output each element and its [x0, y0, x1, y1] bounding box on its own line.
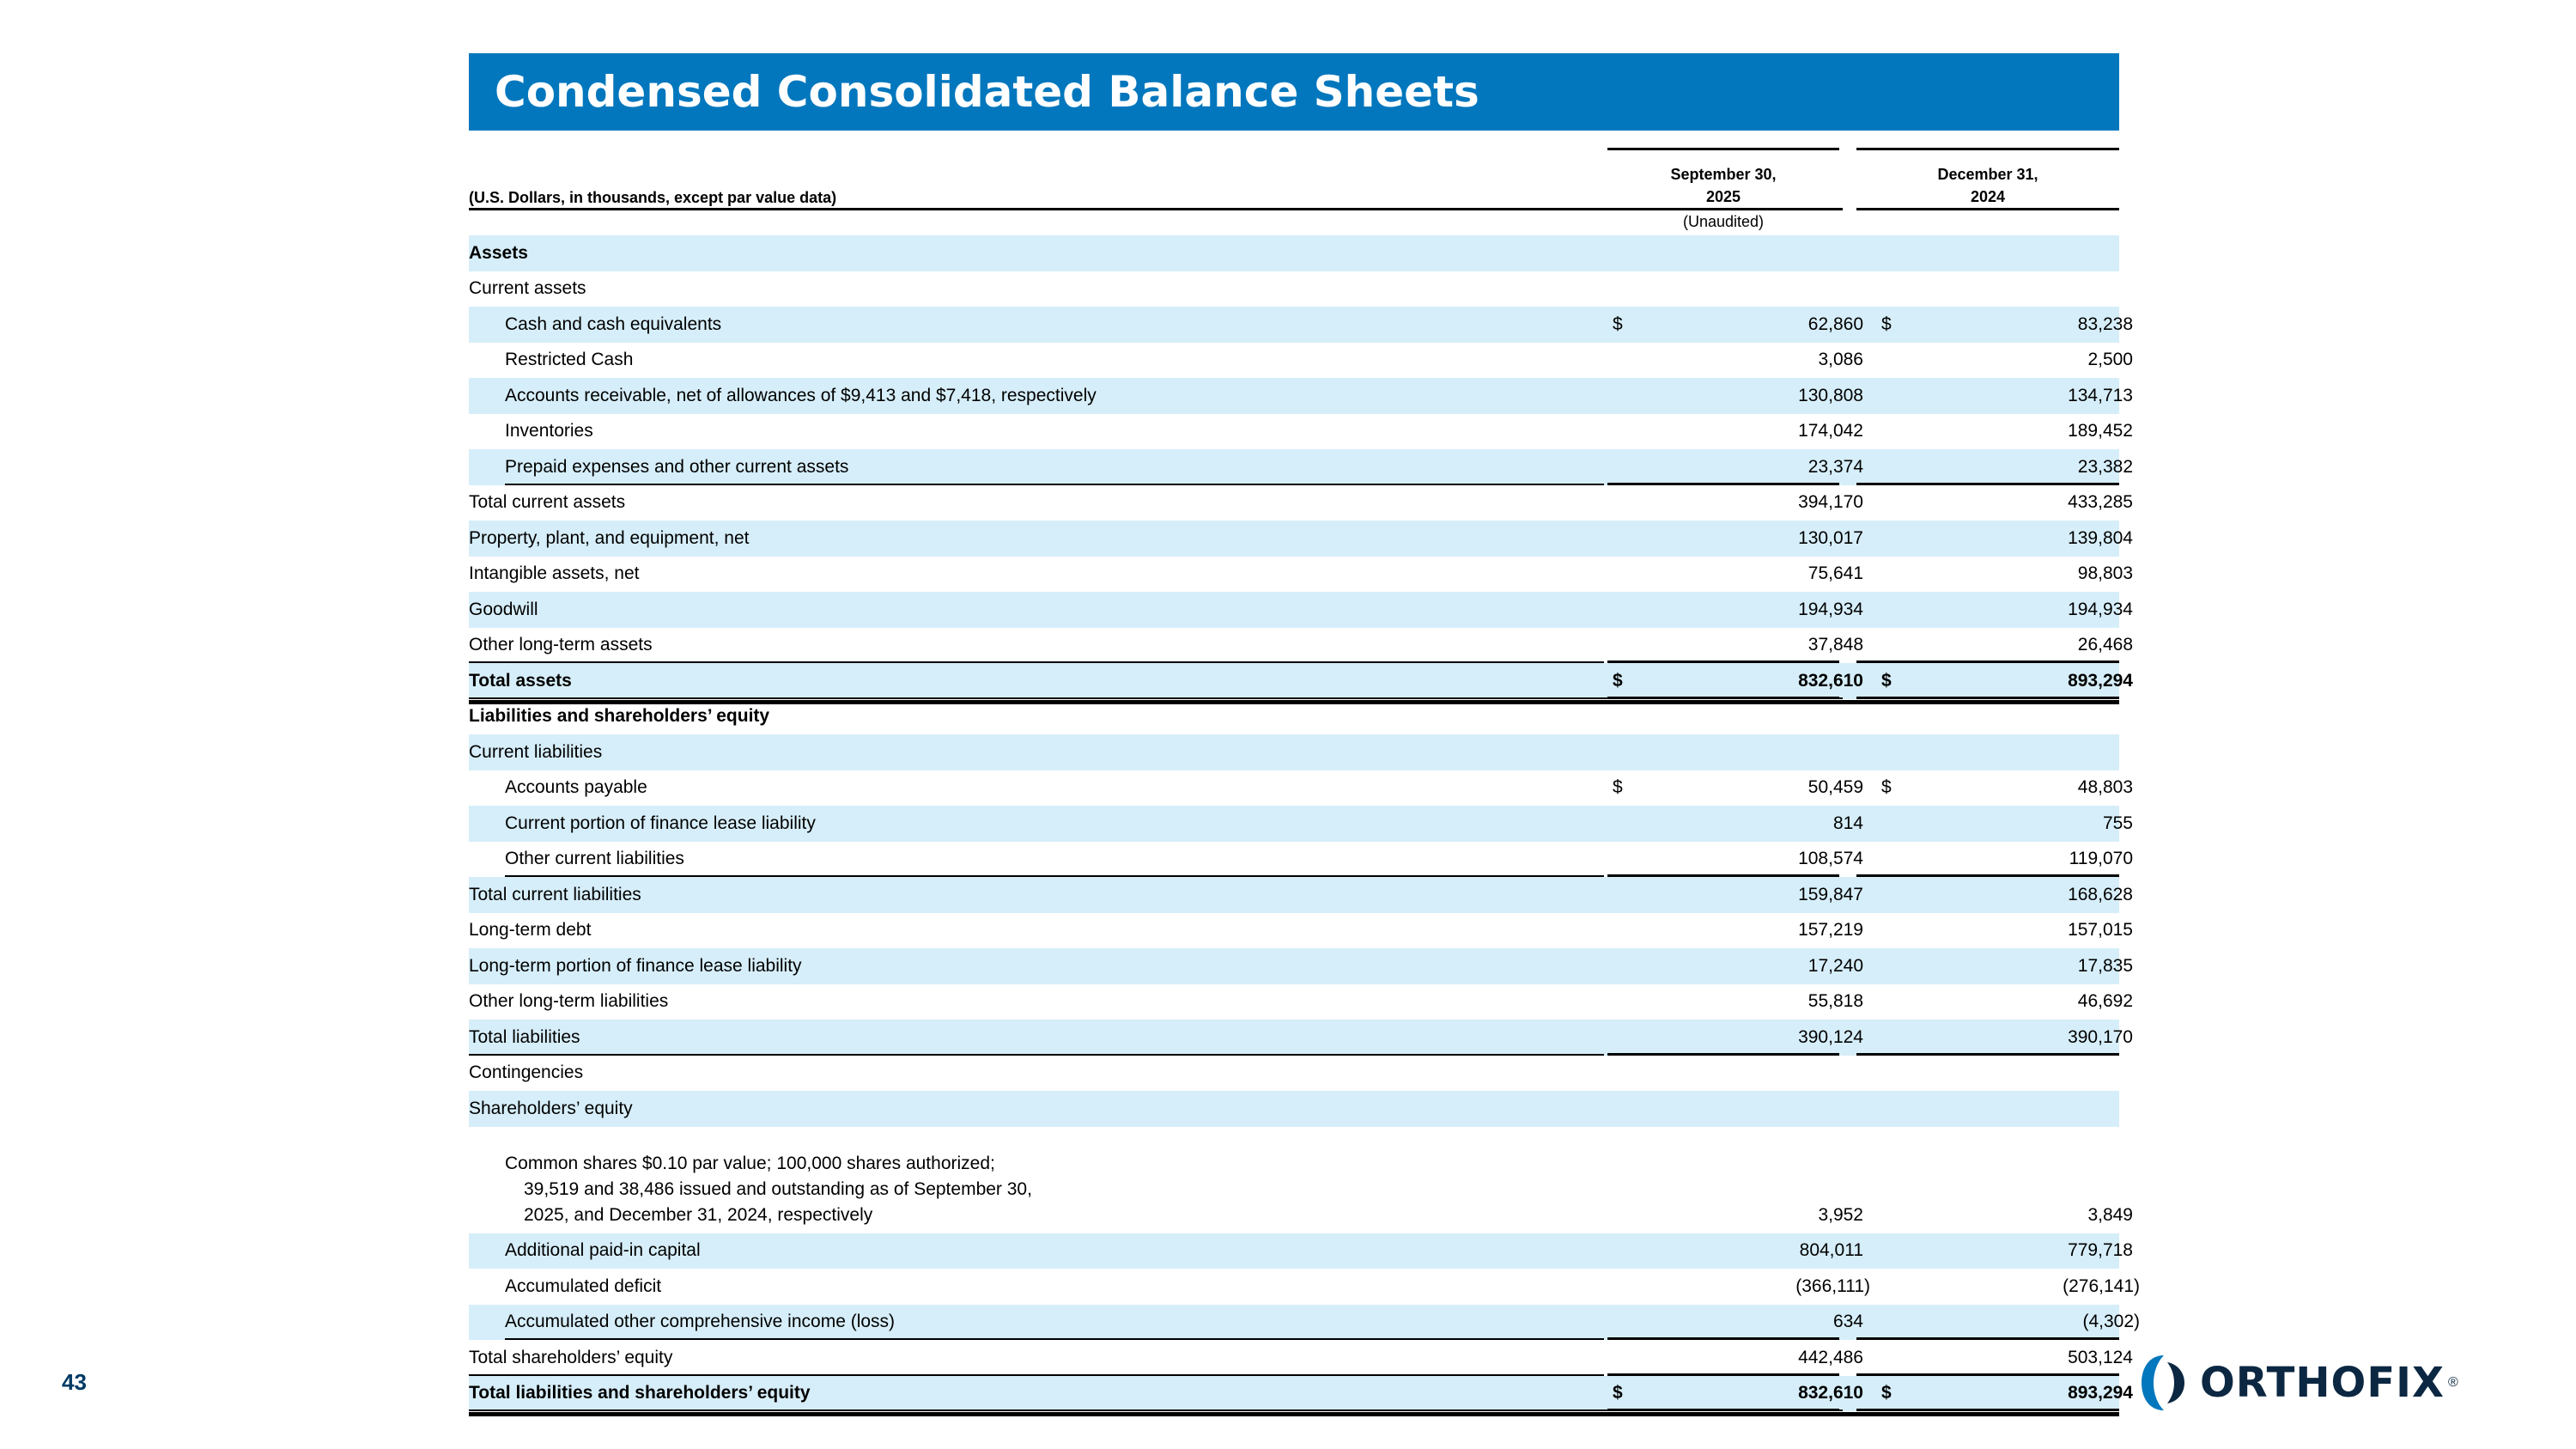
- table-row: [469, 1340, 2133, 1376]
- value-dec-2024: 755: [2102, 813, 2133, 833]
- table-row: [469, 378, 2133, 414]
- table-row: [469, 557, 2133, 593]
- value-sep-2025: 130,017: [1798, 527, 1863, 548]
- value-dec-2024: 134,713: [2068, 385, 2133, 405]
- table-row: [469, 1056, 2119, 1092]
- value-dec-2024: (4,302): [2082, 1312, 2140, 1331]
- row-label: Inventories: [505, 421, 593, 441]
- value-dec-2024: 48,803: [2077, 777, 2133, 797]
- value-sep-2025: 108,574: [1798, 849, 1863, 868]
- table-row: [469, 449, 2133, 485]
- table-row: [469, 1233, 2133, 1269]
- table-row: [469, 343, 2133, 379]
- row-label: Liabilities and shareholders’ equity: [469, 706, 770, 726]
- value-sep-2025: 62,860: [1807, 314, 1863, 334]
- row-label: Accounts receivable, net of allowances of $9,413 and $7,418, respectively: [505, 385, 1097, 405]
- row-label: Total assets: [469, 670, 572, 691]
- value-sep-2025: 634: [1832, 1312, 1863, 1331]
- value-dec-2024: 98,803: [2077, 563, 2133, 583]
- column-header-dec-line1: December 31,: [1937, 166, 2038, 183]
- table-row: [469, 307, 2133, 343]
- header-rule-col1-top: [1607, 148, 1839, 150]
- table-row: [469, 485, 2133, 521]
- row-label: Property, plant, and equipment, net: [469, 527, 750, 548]
- table-row: [469, 1376, 2133, 1412]
- value-dec-2024: 119,070: [2069, 849, 2133, 868]
- table-row: [469, 806, 2133, 842]
- double-rule: [469, 1412, 2119, 1416]
- row-label: Contingencies: [469, 1062, 584, 1082]
- table-row: [469, 414, 2133, 450]
- value-sep-2025: 804,011: [1799, 1240, 1863, 1260]
- table-row: [469, 913, 2133, 949]
- row-label: Cash and cash equivalents: [505, 314, 722, 334]
- table-row: [469, 877, 2133, 913]
- table-row: [469, 1091, 2119, 1127]
- row-label: Additional paid-in capital: [505, 1240, 701, 1260]
- table-row: [469, 770, 2133, 807]
- value-dec-2024: 779,718: [2068, 1240, 2133, 1260]
- dollar-sign: $: [1613, 670, 1623, 691]
- orthofix-logo: [2138, 1344, 2458, 1422]
- value-dec-2024: 893,294: [2068, 670, 2133, 691]
- value-sep-2025: 194,934: [1798, 599, 1863, 619]
- value-dec-2024: 83,238: [2077, 314, 2133, 334]
- table-row: [469, 948, 2133, 984]
- value-dec-2024: 2,500: [2087, 350, 2133, 369]
- row-label: Total liabilities and shareholders’ equity: [469, 1383, 811, 1403]
- table-row: [469, 1020, 2133, 1056]
- dollar-sign: $: [1613, 314, 1623, 334]
- value-sep-2025: 3,952: [1818, 1204, 1863, 1225]
- row-label: Total current assets: [469, 492, 626, 512]
- column-header-dec-line2: 2024: [1970, 188, 2006, 205]
- row-label: Accumulated other comprehensive income (loss): [505, 1312, 896, 1331]
- value-sep-2025: 23,374: [1807, 456, 1863, 477]
- units-label: (U.S. Dollars, in thousands, except par value data): [469, 189, 837, 206]
- table-row: [469, 1305, 2140, 1341]
- row-label-line: 2025, and December 31, 2024, respectively: [524, 1204, 873, 1225]
- value-sep-2025: 174,042: [1798, 421, 1863, 441]
- row-label: Long-term debt: [469, 920, 592, 940]
- row-label: Other long-term liabilities: [469, 991, 669, 1011]
- value-sep-2025: 50,459: [1807, 777, 1863, 797]
- row-label: Current liabilities: [469, 741, 603, 762]
- value-dec-2024: 390,170: [2068, 1026, 2133, 1047]
- value-sep-2025: 390,124: [1798, 1026, 1863, 1047]
- row-label: Long-term portion of finance lease liability: [469, 955, 802, 976]
- table-body: [469, 235, 2140, 1411]
- value-dec-2024: 194,934: [2068, 599, 2133, 619]
- row-label-line: 39,519 and 38,486 issued and outstanding as of September 30,: [524, 1178, 1032, 1199]
- row-label: Current assets: [469, 278, 586, 298]
- title-bar: [469, 53, 2119, 131]
- orthofix-logo-text: ORTHOFIX: [2200, 1359, 2445, 1407]
- value-dec-2024: 433,285: [2068, 492, 2133, 512]
- table-row: [469, 271, 2119, 307]
- value-dec-2024: 189,452: [2068, 421, 2133, 441]
- table-row: [469, 842, 2133, 878]
- table-row: [469, 1127, 2133, 1233]
- dollar-sign: $: [1881, 670, 1892, 691]
- column-header-sep-line1: September 30,: [1670, 166, 1777, 183]
- dollar-sign: $: [1881, 314, 1892, 334]
- table-row: [469, 235, 2119, 271]
- dollar-sign: $: [1881, 777, 1892, 797]
- unaudited-note: (Unaudited): [1682, 213, 1765, 230]
- column-header-sep-line2: 2025: [1705, 188, 1741, 205]
- value-sep-2025: 394,170: [1798, 492, 1863, 512]
- value-sep-2025: 814: [1832, 813, 1863, 833]
- table-row: [469, 663, 2133, 699]
- table-row: [469, 1269, 2140, 1305]
- value-dec-2024: 157,015: [2068, 920, 2133, 940]
- label-underline: [469, 1409, 1843, 1411]
- column-header-dec-2024: [1856, 163, 2119, 208]
- table-row: [469, 699, 2119, 735]
- row-label: Goodwill: [469, 599, 538, 619]
- orthofix-logo-mark-icon: [2138, 1352, 2188, 1414]
- value-sep-2025: 832,610: [1798, 670, 1863, 691]
- row-label: Shareholders’ equity: [469, 1098, 633, 1118]
- value-sep-2025: 37,848: [1807, 635, 1863, 654]
- row-label: Prepaid expenses and other current assets: [505, 456, 849, 477]
- table-row: [469, 592, 2133, 628]
- table-row: [469, 628, 2133, 664]
- orthofix-logo-registered: ®: [2447, 1375, 2458, 1390]
- value-sep-2025: 157,219: [1798, 920, 1863, 940]
- dollar-sign: $: [1613, 777, 1623, 797]
- value-dec-2024: 168,628: [2068, 884, 2133, 904]
- header-rule-col2-bottom: [1856, 208, 2119, 210]
- row-label: Assets: [469, 242, 528, 263]
- value-dec-2024: 26,468: [2077, 635, 2133, 654]
- row-label: Current portion of finance lease liability: [505, 813, 816, 833]
- value-dec-2024: 23,382: [2077, 456, 2133, 477]
- value-dec-2024: 893,294: [2068, 1383, 2133, 1403]
- value-sep-2025: (366,111): [1795, 1275, 1870, 1296]
- row-label: Accumulated deficit: [505, 1275, 662, 1296]
- table-row: [469, 521, 2133, 557]
- row-label: Other long-term assets: [469, 635, 653, 654]
- value-dec-2024: 503,124: [2068, 1347, 2133, 1367]
- dollar-sign: $: [1613, 1383, 1623, 1403]
- row-label: Total current liabilities: [469, 884, 641, 904]
- value-sep-2025: 832,610: [1798, 1383, 1863, 1403]
- header-rule-col2-top: [1856, 148, 2119, 150]
- row-label: [505, 1151, 1032, 1228]
- row-label: Total shareholders’ equity: [469, 1347, 673, 1367]
- page-number: 43: [62, 1369, 87, 1395]
- row-label: Restricted Cash: [505, 350, 634, 369]
- value-dec-2024: 17,835: [2077, 955, 2133, 976]
- table-row: [469, 734, 2119, 770]
- value-dec-2024: 139,804: [2068, 527, 2133, 548]
- header-rule-label: [469, 208, 1843, 210]
- value-sep-2025: 159,847: [1798, 884, 1863, 904]
- row-label-line: Common shares $0.10 par value; 100,000 shares authorized;: [505, 1153, 995, 1173]
- value-dec-2024: (276,141): [2063, 1275, 2140, 1296]
- underline-rule: [1856, 1409, 2119, 1411]
- page-title: Condensed Consolidated Balance Sheets: [495, 67, 1479, 117]
- row-label: Other current liabilities: [505, 849, 684, 868]
- row-label: Accounts payable: [505, 777, 647, 797]
- row-label: Total liabilities: [469, 1026, 580, 1047]
- value-sep-2025: 442,486: [1798, 1347, 1863, 1367]
- value-dec-2024: 3,849: [2087, 1204, 2133, 1225]
- value-sep-2025: 17,240: [1807, 955, 1863, 976]
- value-sep-2025: 75,641: [1807, 563, 1863, 583]
- row-label: Intangible assets, net: [469, 563, 640, 583]
- value-sep-2025: 55,818: [1807, 991, 1863, 1011]
- value-sep-2025: 130,808: [1798, 385, 1863, 405]
- value-sep-2025: 3,086: [1818, 350, 1863, 369]
- value-dec-2024: 46,692: [2077, 991, 2133, 1011]
- column-header-sep-2025: [1607, 163, 1839, 208]
- dollar-sign: $: [1881, 1383, 1892, 1403]
- table-row: [469, 984, 2133, 1020]
